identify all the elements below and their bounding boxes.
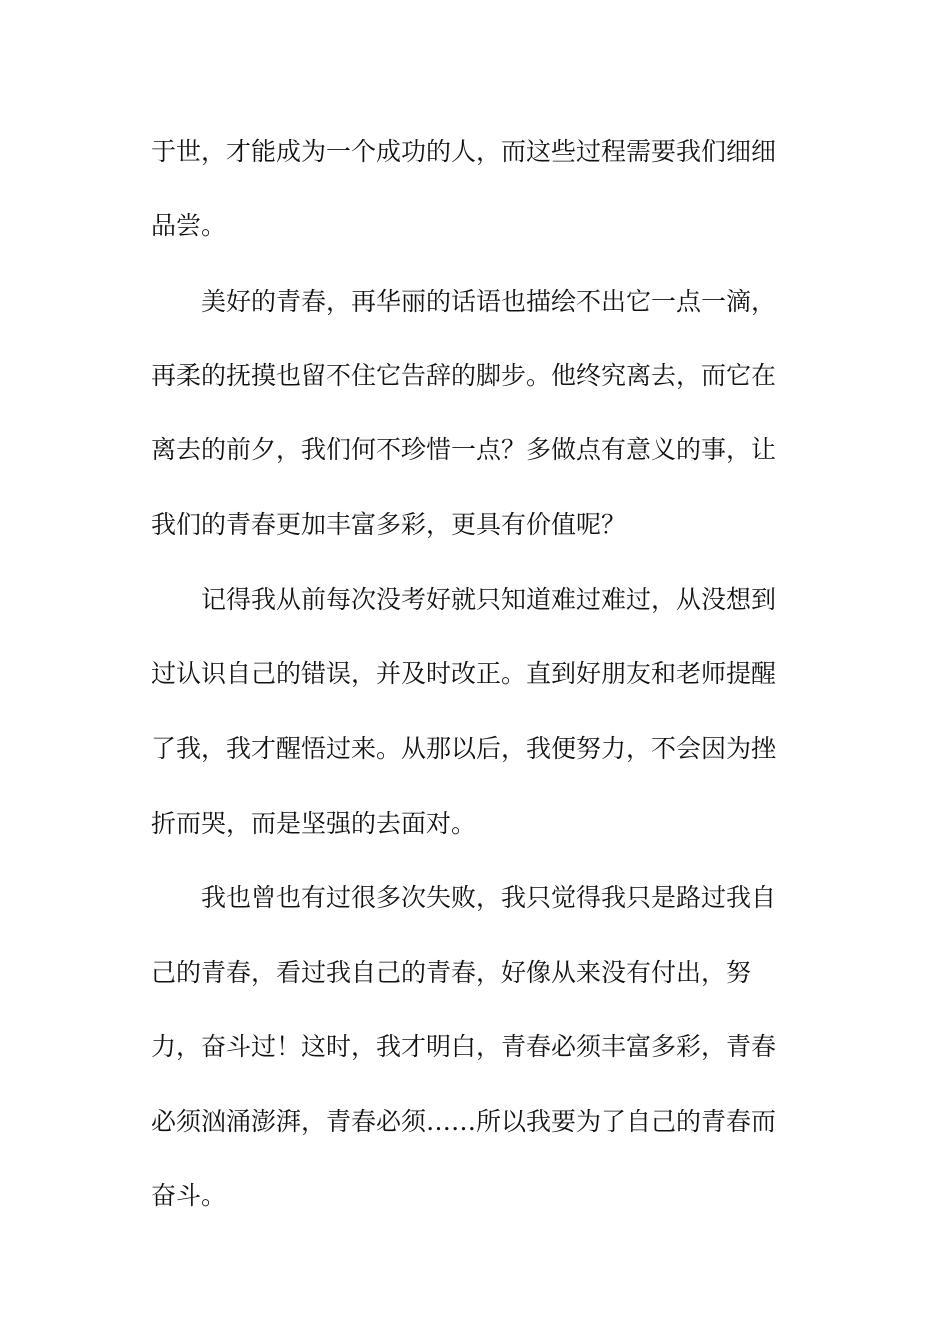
text-line: 过认识自己的错误，并及时改正。直到好朋友和老师提醒: [151, 659, 777, 688]
text-line: 我们的青春更加丰富多彩，更具有价值呢？: [151, 510, 627, 539]
text-line: 再柔的抚摸也留不住它告辞的脚步。他终究离去，而它在: [151, 361, 777, 390]
paragraph-first-line: 美好的青春，再华丽的话语也描绘不出它一点一滴，: [201, 287, 777, 316]
paragraph-first-line: 我也曾也有过很多次失败，我只觉得我只是路过我自: [201, 883, 777, 912]
text-line: 了我，我才醒悟过来。从那以后，我便努力，不会因为挫: [151, 734, 777, 763]
text-line: 力，奋斗过！这时，我才明白，青春必须丰富多彩，青春: [151, 1032, 777, 1061]
text-line: 离去的前夕，我们何不珍惜一点？多做点有意义的事，让: [151, 435, 777, 464]
text-line: 奋斗。: [151, 1181, 227, 1210]
text-line: 己的青春，看过我自己的青春，好像从来没有付出，努: [151, 958, 752, 987]
text-line: 必须汹涌澎湃，青春必须……所以我要为了自己的青春而: [151, 1107, 777, 1136]
text-line: 于世，才能成为一个成功的人，而这些过程需要我们细细: [151, 137, 777, 166]
text-line: 折而哭，而是坚强的去面对。: [151, 809, 477, 838]
text-line: 品尝。: [151, 211, 227, 240]
paragraph-first-line: 记得我从前每次没考好就只知道难过难过，从没想到: [201, 585, 777, 614]
